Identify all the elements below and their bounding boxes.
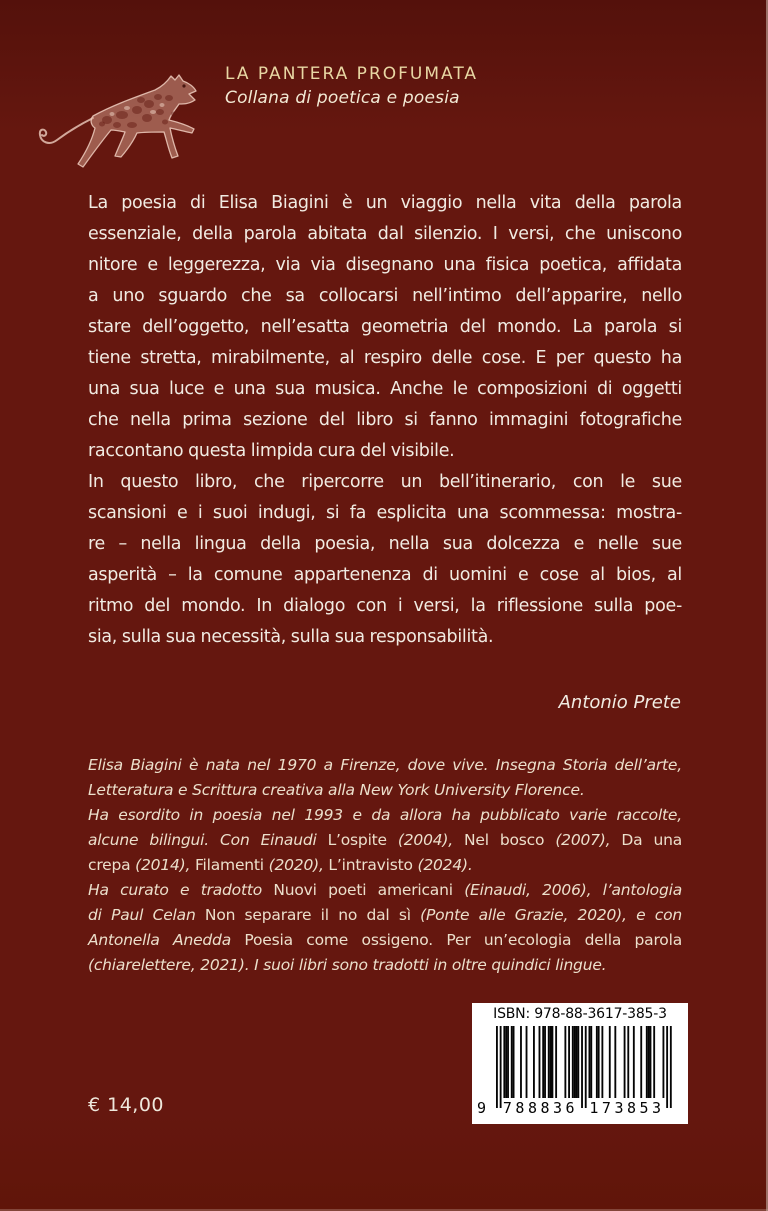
isbn-label: ISBN: 978-88-3617-385-3 bbox=[493, 1006, 667, 1022]
book-title-text: L’ospite bbox=[327, 831, 398, 849]
panther-eye bbox=[182, 84, 185, 87]
bio-line bbox=[88, 753, 682, 778]
bio-line bbox=[88, 903, 682, 928]
bio-text: (Ponte alle Grazie, 2020), e con bbox=[420, 906, 682, 924]
bio-text: (chiarelettere, 2021). I suoi libri sono tradotti in oltre quindici lingue. bbox=[88, 956, 607, 974]
book-title-text: L’intravisto bbox=[328, 856, 418, 874]
ean-digit-lead: 9 bbox=[477, 1099, 487, 1117]
bio-text: di Paul Celan bbox=[88, 906, 205, 924]
bio-text: (2024). bbox=[417, 856, 473, 874]
bio-text: Ha curato e tradotto bbox=[88, 881, 274, 899]
bio-text: (2014), bbox=[135, 856, 195, 874]
bio-line bbox=[88, 853, 682, 878]
bio-text: alcune bilingui. Con Einaudi bbox=[88, 831, 328, 849]
blurb-text bbox=[88, 188, 682, 653]
bio-line bbox=[88, 928, 682, 953]
bio-text: Antonella Anedda bbox=[88, 931, 245, 949]
book-title-text: crepa bbox=[88, 856, 136, 874]
series-subtitle: Collana di poetica e poesia bbox=[225, 88, 460, 108]
bio-line bbox=[88, 878, 682, 903]
bio-text: Ha esordito in poesia nel 1993 e da allora ha pubblicato varie raccolte, bbox=[88, 806, 682, 824]
text-line: In questo libro, che ripercorre un bell’itinerario, con le sue bbox=[88, 472, 682, 492]
bio-text: (2004), bbox=[397, 831, 465, 849]
bio-text: (Einaudi, 2006), l’antologia bbox=[464, 881, 683, 899]
barcode bbox=[472, 1003, 688, 1124]
blurb-signature: Antonio Prete bbox=[558, 692, 681, 713]
text-line: che nella prima sezione del libro si fanno immagini fotografiche bbox=[88, 410, 682, 430]
text-line: asperità – la comune appartenenza di uomini e cose al bios, al bbox=[88, 565, 682, 585]
panther-icon bbox=[37, 70, 197, 176]
book-title-text: Non separare il no dal sì bbox=[204, 906, 421, 924]
text-line: nitore e leggerezza, via via disegnano una fisica poetica, affidata bbox=[88, 255, 682, 275]
bio-line bbox=[88, 828, 682, 853]
bio-text: Elisa Biagini è nata nel 1970 a Firenze, dove vive. Insegna Storia dell’arte, bbox=[88, 756, 682, 774]
text-line: a uno sguardo che sa collocarsi nell’intimo dell’apparire, nello bbox=[88, 286, 682, 306]
bio-text: (2020), bbox=[268, 856, 329, 874]
bio-text: (2007), bbox=[555, 831, 622, 849]
blurb-paragraph-1 bbox=[88, 188, 682, 467]
text-line: sia, sulla sua necessità, sulla sua responsabilità. bbox=[88, 627, 494, 647]
book-title-text: Poesia come ossigeno. Per un’ecologia della parola bbox=[244, 931, 682, 949]
ean-digit-group-1: 788836 bbox=[502, 1099, 579, 1117]
text-line: stare dell’oggetto, nell’esatta geometria del mondo. La parola si bbox=[88, 317, 682, 337]
bio-line bbox=[88, 803, 682, 828]
blurb-paragraph-2 bbox=[88, 467, 682, 653]
book-title-text: Nel bosco bbox=[464, 831, 556, 849]
text-line: ritmo del mondo. In dialogo con i versi, la riflessione sulla poe- bbox=[88, 596, 682, 616]
book-title-text: Filamenti bbox=[194, 856, 269, 874]
text-line: tiene stretta, mirabilmente, al respiro delle cose. E per questo ha bbox=[88, 348, 682, 368]
bio-text: Letteratura e Scrittura creativa alla New York University Florence. bbox=[88, 781, 585, 799]
book-title-text: Da una bbox=[621, 831, 683, 849]
author-bio bbox=[88, 753, 682, 978]
text-line: re – nella lingua della poesia, nella sua dolcezza e nelle sue bbox=[88, 534, 682, 554]
text-line: La poesia di Elisa Biagini è un viaggio nella vita della parola bbox=[88, 193, 682, 213]
panther-logo bbox=[37, 70, 197, 176]
series-title: LA PANTERA PROFUMATA bbox=[225, 64, 479, 84]
text-line: essenziale, della parola abitata dal silenzio. I versi, che uniscono bbox=[88, 224, 682, 244]
bio-line bbox=[88, 953, 682, 978]
text-line: scansioni e i suoi indugi, si fa esplicita una scommessa: mostra- bbox=[88, 503, 682, 523]
text-line: una sua luce e una sua musica. Anche le composizioni di oggetti bbox=[88, 379, 682, 399]
book-title-text: Nuovi poeti americani bbox=[273, 881, 465, 899]
bio-line bbox=[88, 778, 682, 803]
ean13-bars bbox=[496, 1026, 672, 1110]
ean-digit-group-2: 173853 bbox=[589, 1099, 665, 1117]
text-line: raccontano questa limpida cura del visibile. bbox=[88, 441, 455, 461]
price-label: € 14,00 bbox=[88, 1094, 165, 1116]
